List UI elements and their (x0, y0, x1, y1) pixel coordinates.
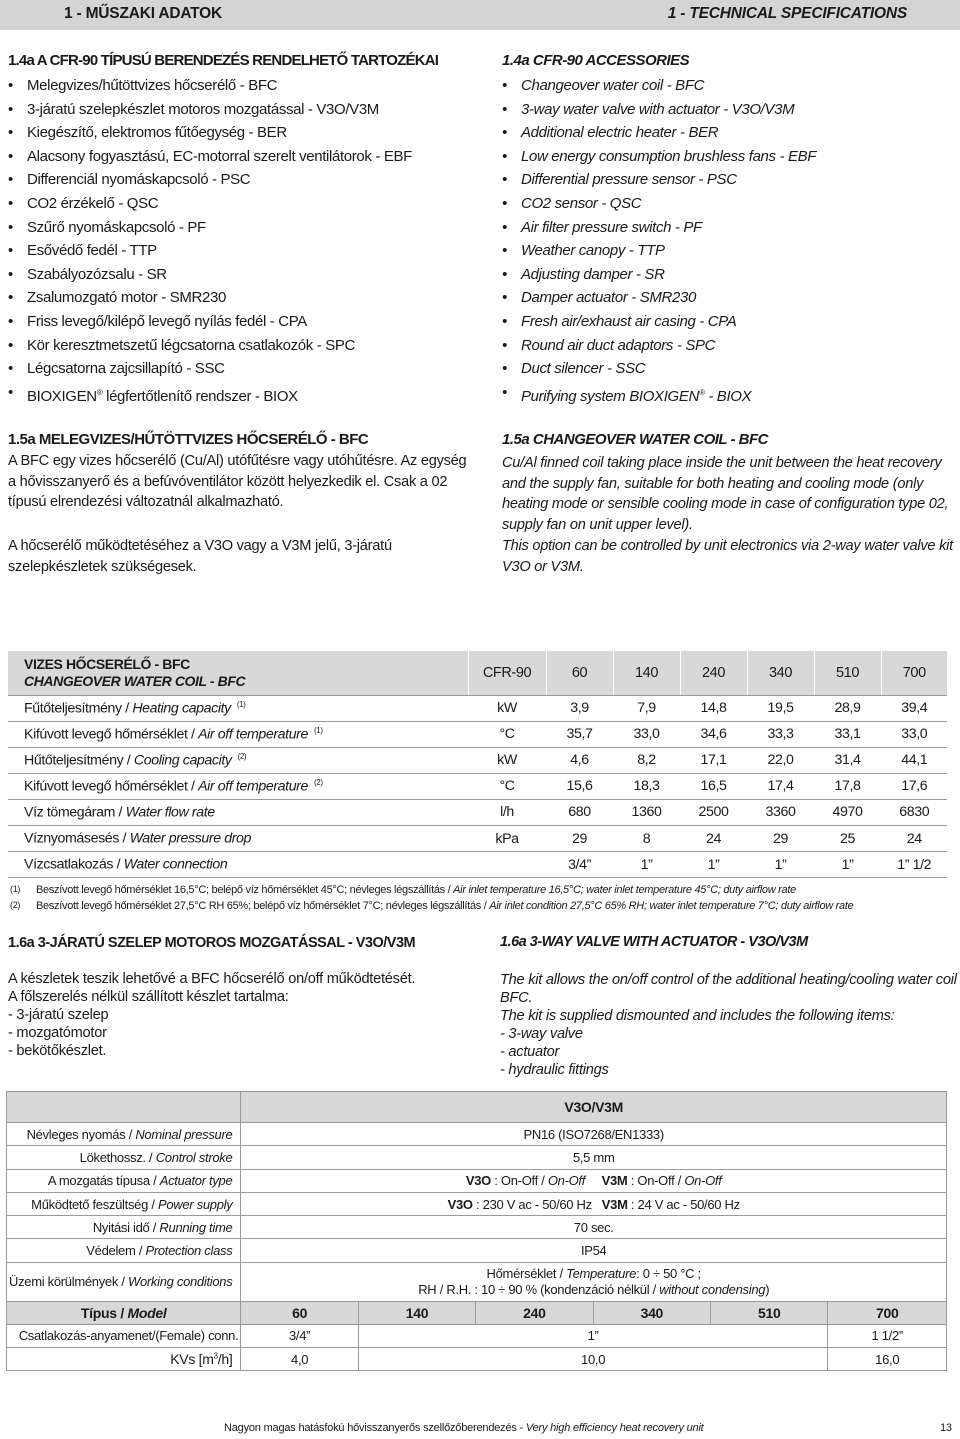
accessory-item: • Adjusting damper - SR (502, 263, 816, 287)
valve-row-value: 70 sec. (241, 1216, 947, 1239)
coil-table-row (8, 721, 947, 747)
coil-row-value: 33,0 (881, 721, 947, 747)
coil-row-value: 24 (680, 825, 747, 851)
accessory-item: • CO2 érzékelő - QSC (8, 192, 412, 216)
coil-table-title-hu: VIZES HŐCSERÉLŐ - BFC (24, 655, 190, 672)
valve-row-label: Csatlakozás-anyamenet/(Female) conn. (7, 1324, 241, 1347)
coil-row-value: 15,6 (546, 773, 613, 799)
coil-row-label: Kifúvott levegő hőmérséklet / Air off temperature $^{(1)}$ (8, 721, 468, 747)
coil-row-value: 7,9 (613, 695, 680, 721)
coil-row-value: 19,5 (747, 695, 814, 721)
coil-row-value: 4970 (814, 799, 881, 825)
coil-row-unit: l/h (468, 799, 546, 825)
header-title-hu: 1 - MŰSZAKI ADATOK (64, 5, 222, 22)
valve-conn-row (7, 1324, 947, 1347)
coil-row-value: 8 (613, 825, 680, 851)
valve-desc-en: The kit allows the on/off control of the additional heating/cooling water coil BFC. The kit is supplied dismounted and includes the following items: - 3-way valve - actuator - hydraulic fittings (500, 972, 957, 1078)
valve-row-label: Védelem / Protection class (7, 1239, 241, 1262)
bfc-title-hu: 1.5a MELEGVIZES/HŰTÖTTVIZES HŐCSERÉLŐ - BFC (8, 431, 369, 448)
valve-row-label: Nyitási idő / Running time (7, 1216, 241, 1239)
coil-row-value: 33,0 (613, 721, 680, 747)
valve-row-value: V3O : 230 V ac - 50/60 Hz V3M : 24 V ac - 50/60 Hz (241, 1192, 947, 1215)
model-header: 60 (546, 651, 613, 695)
valve-row-value: 5,5 mm (241, 1146, 947, 1169)
model-label: Típus / Model (7, 1301, 241, 1324)
valve-row-label: A mozgatás típusa / Actuator type (7, 1169, 241, 1192)
coil-row-value: 1” (680, 852, 747, 878)
accessories-title-hu: 1.4a A CFR-90 TÍPUSÚ BERENDEZÉS RENDELHETŐ TARTOZÉKAI (8, 52, 439, 69)
valve-row (7, 1146, 947, 1169)
coil-row-value: 1” (814, 852, 881, 878)
valve-row-supply (7, 1192, 947, 1215)
coil-row-value: 680 (546, 799, 613, 825)
accessory-item: • Melegvizes/hűtöttvizes hőcserélő - BFC (8, 74, 412, 98)
valve-table-header (7, 1092, 947, 1123)
coil-row-value: 3360 (747, 799, 814, 825)
coil-row-value: 25 (814, 825, 881, 851)
coil-row-value: 1” (747, 852, 814, 878)
coil-table-row (8, 695, 947, 721)
coil-row-unit: °C (468, 721, 546, 747)
accessory-item: • 3-járatú szelepkészlet motoros mozgatással - V3O/V3M (8, 98, 412, 122)
accessory-item: • Esővédő fedél - TTP (8, 239, 412, 263)
bfc-note-hu: A hőcserélő működtetéséhez a V3O vagy a V3M jelű, 3-járatú szelepkészletek szükségesek. (8, 538, 392, 575)
coil-row-unit: kW (468, 747, 546, 773)
footer-text: Nagyon magas hatásfokú hővisszanyerős szellőzőberendezés - Very high efficiency heat recovery unit (224, 1422, 704, 1434)
valve-row-value: V3O : On-Off / On-Off V3M : On-Off / On-Off (241, 1169, 947, 1192)
coil-table-row (8, 773, 947, 799)
model-cell: 340 (593, 1301, 710, 1324)
bfc-title-en: 1.5a CHANGEOVER WATER COIL - BFC (502, 431, 768, 448)
valve-row-label: Névleges nyomás / Nominal pressure (7, 1123, 241, 1146)
accessory-item: • Additional electric heater - BER (502, 121, 816, 145)
valve-row-label: KVs $[m^3/h]$ (7, 1348, 241, 1371)
coil-row-value: 16,5 (680, 773, 747, 799)
accessory-item: • Weather canopy - TTP (502, 239, 816, 263)
coil-row-value: 33,3 (747, 721, 814, 747)
valve-title-en: 1.6a 3-WAY VALVE WITH ACTUATOR - V3O/V3M (500, 934, 808, 950)
accessory-item: • Zsalumozgató motor - SMR230 (8, 286, 412, 310)
coil-row-value: 17,1 (680, 747, 747, 773)
bfc-note-en: This option can be controlled by unit electronics via 2-way water valve kit V3O or V3M. (502, 538, 953, 575)
footnote-mark: (1) (10, 884, 21, 894)
accessory-item: • Low energy consumption brushless fans - EBF (502, 145, 816, 169)
valve-kvs-row (7, 1348, 947, 1371)
coil-row-value: 4,6 (546, 747, 613, 773)
model-cell: 700 (828, 1301, 947, 1324)
coil-row-value: 28,9 (814, 695, 881, 721)
coil-row-unit: kPa (468, 825, 546, 851)
conn-value: 3/4” (241, 1324, 358, 1347)
accessory-item: • Fresh air/exhaust air casing - CPA (502, 310, 816, 334)
header-title-en: 1 - TECHNICAL SPECIFICATIONS (667, 5, 907, 22)
bfc-desc-hu: A BFC egy vizes hőcserélő (Cu/Al) utófűtésre vagy utóhűtésre. Az egység a hővisszanyerő és a befúvóventilátor között helyezkedik el. Csak a 02 típusú elrendezési változatnál alkalmazható. (8, 453, 467, 511)
coil-row-label: Kifúvott levegő hőmérséklet / Air off temperature $^{(2)}$ (8, 773, 468, 799)
footnote-2: (2) Beszívott levegő hőmérséklet 27,5°C RH 65%; belépő víz hőmérséklet 7°C; névleges légszállítás / Air inlet condition 27,5°C 65% RH; water inlet temperature 7°C; duty airflow rate (10, 900, 854, 912)
model-header: 240 (680, 651, 747, 695)
page-number: 13 (940, 1422, 952, 1434)
coil-row-value: 14,8 (680, 695, 747, 721)
valve-row (7, 1123, 947, 1146)
valve-row-value: IP54 (241, 1239, 947, 1262)
coil-row-value: 24 (881, 825, 947, 851)
coil-table-title-en: CHANGEOVER WATER COIL - BFC (24, 672, 246, 689)
valve-model-row (7, 1301, 947, 1324)
kvs-value: 10,0 (358, 1348, 828, 1371)
valve-row (7, 1239, 947, 1262)
coil-row-value: 8,2 (613, 747, 680, 773)
accessory-item: • Damper actuator - SMR230 (502, 286, 816, 310)
coil-row-value: 2500 (680, 799, 747, 825)
coil-table-row (8, 799, 947, 825)
conn-value: 1” (358, 1324, 828, 1347)
coil-data-table (8, 651, 947, 878)
coil-row-unit: °C (468, 773, 546, 799)
valve-row (7, 1216, 947, 1239)
valve-row-actuator (7, 1169, 947, 1192)
accessory-item: • Alacsony fogyasztású, EC-motorral szerelt ventilátorok - EBF (8, 145, 412, 169)
conn-value: 1 1/2” (828, 1324, 947, 1347)
model-header: 700 (881, 651, 947, 695)
accessory-item-biox: • Purifying system BIOXIGEN® - BIOX (502, 381, 816, 405)
model-header: 140 (613, 651, 680, 695)
coil-row-value: 1” 1/2 (881, 852, 947, 878)
valve-table-head: V3O/V3M (241, 1092, 947, 1123)
valve-row-label: Működtető feszültség / Power supply (7, 1192, 241, 1215)
valve-row-label: Lökethossz. / Control stroke (7, 1146, 241, 1169)
accessory-item: • Friss levegő/kilépő levegő nyílás fedél - CPA (8, 310, 412, 334)
coil-row-value: 17,4 (747, 773, 814, 799)
coil-row-value: 31,4 (814, 747, 881, 773)
accessory-item: • Légcsatorna zajcsillapító - SSC (8, 357, 412, 381)
coil-row-value: 22,0 (747, 747, 814, 773)
accessory-item: • 3-way water valve with actuator - V3O/V3M (502, 98, 816, 122)
accessory-item: • Changeover water coil - BFC (502, 74, 816, 98)
coil-row-value: 1” (613, 852, 680, 878)
valve-data-table (6, 1091, 947, 1371)
model-cell: 510 (711, 1301, 828, 1324)
coil-row-value: 3,9 (546, 695, 613, 721)
coil-row-label: Fűtőteljesítmény / Heating capacity $^{(1)}$ (8, 695, 468, 721)
coil-table-header (8, 651, 947, 695)
accessory-item: • Kör keresztmetszetű légcsatorna csatlakozók - SPC (8, 334, 412, 358)
model-header: 340 (747, 651, 814, 695)
valve-title-hu: 1.6a 3-JÁRATÚ SZELEP MOTOROS MOZGATÁSSAL - V3O/V3M (8, 935, 416, 951)
coil-row-value: 17,8 (814, 773, 881, 799)
accessory-item: • Differenciál nyomáskapcsoló - PSC (8, 168, 412, 192)
coil-row-value: 18,3 (613, 773, 680, 799)
coil-row-value: 3/4” (546, 852, 613, 878)
accessory-item: • CO2 sensor - QSC (502, 192, 816, 216)
bfc-desc-en: Cu/Al finned coil taking place inside the unit between the heat recovery and the supply fan, suitable for both heating and cooling mode (only heating mode or sensible cooling mode in case of configuration type 02, supply fan on unit upper level). (502, 455, 949, 534)
model-header: 510 (814, 651, 881, 695)
accessory-item: • Air filter pressure switch - PF (502, 216, 816, 240)
accessory-item-biox: • BIOXIGEN® légfertőtlenítő rendszer - BIOX (8, 381, 412, 405)
coil-row-unit (468, 852, 546, 878)
accessory-item: • Kiegészítő, elektromos fűtőegység - BER (8, 121, 412, 145)
accessory-item: • Szabályozózsalu - SR (8, 263, 412, 287)
coil-row-value: 33,1 (814, 721, 881, 747)
accessory-item: • Round air duct adaptors - SPC (502, 334, 816, 358)
model-cell: 60 (241, 1301, 358, 1324)
kvs-value: 16,0 (828, 1348, 947, 1371)
coil-row-label: Víznyomásesés / Water pressure drop (8, 825, 468, 851)
model-cell: 140 (358, 1301, 475, 1324)
coil-row-value: 35,7 (546, 721, 613, 747)
coil-row-value: 34,6 (680, 721, 747, 747)
coil-row-label: Víz tömegáram / Water flow rate (8, 799, 468, 825)
valve-row-value: Hőmérséklet / Temperature: 0 ÷ 50 °C ; RH / R.H. : 10 ÷ 90 % (kondenzáció nélkül / without condensing) (241, 1262, 947, 1301)
valve-row-label: Üzemi körülmények / Working conditions (7, 1262, 241, 1301)
coil-table-row (8, 852, 947, 878)
accessory-item: • Duct silencer - SSC (502, 357, 816, 381)
valve-table-corner (7, 1092, 241, 1123)
coil-table-row (8, 825, 947, 851)
coil-row-value: 39,4 (881, 695, 947, 721)
accessory-item: • Differential pressure sensor - PSC (502, 168, 816, 192)
coil-row-value: 29 (546, 825, 613, 851)
coil-table-title (8, 651, 468, 695)
coil-table-row (8, 747, 947, 773)
model-cell: 240 (476, 1301, 593, 1324)
coil-row-label: Vízcsatlakozás / Water connection (8, 852, 468, 878)
coil-row-value: 44,1 (881, 747, 947, 773)
accessories-list-en (502, 74, 816, 404)
coil-row-value: 1360 (613, 799, 680, 825)
footnote-mark: (2) (10, 900, 21, 910)
footnote-1: (1) Beszívott levegő hőmérséklet 16,5°C; belépő víz hőmérséklet 45°C; névleges légszállítás / Air inlet temperature 16,5°C; water inlet temperature 45°C; duty airflow rate (10, 884, 796, 896)
kvs-value: 4,0 (241, 1348, 358, 1371)
coil-row-label: Hűtőteljesítmény / Cooling capacity $^{(2)}$ (8, 747, 468, 773)
accessory-item: • Szűrő nyomáskapcsoló - PF (8, 216, 412, 240)
valve-row-working (7, 1262, 947, 1301)
unit-header: CFR-90 (468, 651, 546, 695)
coil-row-value: 29 (747, 825, 814, 851)
valve-desc-hu: A készletek teszik lehetővé a BFC hőcserélő on/off működtetését. A főlszerelés nélkül szállított készlet tartalma: - 3-járatú szelep - mozgatómotor - bekötőkészlet. (8, 971, 416, 1059)
coil-row-value: 17,6 (881, 773, 947, 799)
coil-row-value: 6830 (881, 799, 947, 825)
coil-row-unit: kW (468, 695, 546, 721)
accessories-list-hu (8, 74, 412, 404)
accessories-title-en: 1.4a CFR-90 ACCESSORIES (502, 52, 690, 69)
valve-row-value: PN16 (ISO7268/EN1333) (241, 1123, 947, 1146)
